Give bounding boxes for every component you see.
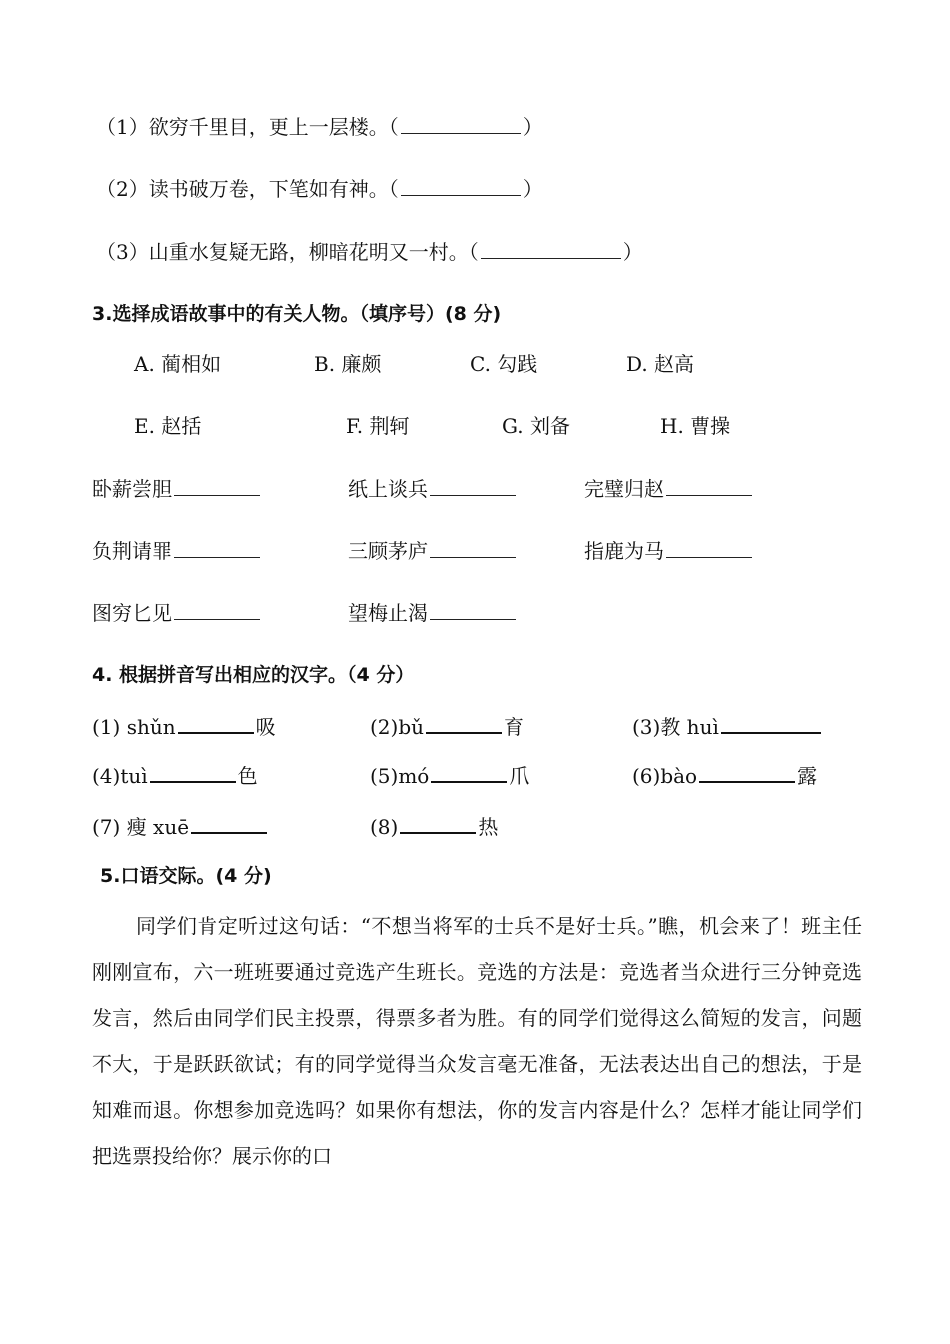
- idiom-item: 卧薪尝胆: [92, 475, 262, 503]
- answer-blank[interactable]: [481, 238, 621, 259]
- answer-blank[interactable]: [431, 761, 507, 783]
- pinyin-item: (6)bào 露: [632, 761, 817, 790]
- q4-title: 4. 根据拼音写出相应的汉字。（4 分）: [92, 664, 415, 686]
- answer-blank[interactable]: [174, 475, 260, 496]
- pinyin-item: (7) 瘦 xuē: [92, 812, 269, 841]
- q3-option: H. 曹操: [660, 414, 731, 438]
- answer-blank[interactable]: [400, 812, 476, 834]
- answer-blank[interactable]: [430, 599, 516, 620]
- answer-blank[interactable]: [174, 599, 260, 620]
- idiom-item: 望梅止渴: [348, 599, 518, 627]
- idiom-item: 三顾茅庐: [348, 537, 518, 565]
- q3-option: G. 刘备: [502, 414, 570, 438]
- q3-option: F. 荆轲: [346, 414, 410, 438]
- q2-item-3: （3）山重水复疑无路，柳暗花明又一村。（ ）: [96, 240, 643, 264]
- idiom-item: 图穷匕见: [92, 599, 262, 627]
- answer-blank[interactable]: [150, 761, 236, 783]
- q5-title: 5.口语交际。(4 分): [100, 865, 272, 887]
- answer-blank[interactable]: [401, 113, 521, 134]
- q3-option: C. 勾践: [470, 352, 538, 376]
- idiom-item: 指鹿为马: [584, 537, 754, 565]
- q2-item-2: （2）读书破万卷，下笔如有神。（ ）: [96, 177, 543, 201]
- pinyin-item: (3)教 huì: [632, 712, 823, 741]
- q3-option: E. 赵括: [134, 414, 202, 438]
- q3-option: B. 廉颇: [314, 352, 382, 376]
- answer-blank[interactable]: [666, 537, 752, 558]
- q3-option: A. 蔺相如: [134, 352, 222, 376]
- paragraph-text: 同学们肯定听过这句话：“不想当将军的士兵不是好士兵。”瞧，机会来了！班主任刚刚宣布，六一班班要通过竞选产生班长。竞选的方法是：竞选者当众进行三分钟竞选发言，然后由同学们民主投票，得票多者为胜。有的同学们觉得这么简短的发言，问题不大，于是跃跃欲试；有的同学觉得当众发言毫无准备，无法表达出自己的想法，于是知难而退。你想参加竞选吗？如果你有想法，你的发言内容是什么？怎样才能让同学们把选票投给你？展示你的口: [92, 914, 862, 1168]
- pinyin-item: (4)tuì 色: [92, 761, 258, 790]
- q3-title: 3.选择成语故事中的有关人物。（填序号）(8 分): [92, 303, 502, 325]
- answer-blank[interactable]: [401, 175, 521, 196]
- q2-item-1: （1）欲穷千里目，更上一层楼。（ ）: [96, 115, 543, 139]
- q5-paragraph: [92, 903, 862, 1179]
- pinyin-item: (8) 热: [370, 812, 498, 841]
- pinyin-item: (1) shǔn 吸: [92, 712, 276, 741]
- pinyin-item: (2)bǔ 育: [370, 712, 524, 741]
- pinyin-item: (5)mó 爪: [370, 761, 529, 790]
- answer-blank[interactable]: [430, 537, 516, 558]
- idiom-item: 完璧归赵: [584, 475, 754, 503]
- answer-blank[interactable]: [666, 475, 752, 496]
- answer-blank[interactable]: [178, 712, 254, 734]
- answer-blank[interactable]: [430, 475, 516, 496]
- idiom-item: 纸上谈兵: [348, 475, 518, 503]
- answer-blank[interactable]: [426, 712, 502, 734]
- answer-blank[interactable]: [174, 537, 260, 558]
- answer-blank[interactable]: [721, 712, 821, 734]
- answer-blank[interactable]: [699, 761, 795, 783]
- answer-blank[interactable]: [191, 812, 267, 834]
- idiom-item: 负荆请罪: [92, 537, 262, 565]
- q3-option: D. 赵高: [626, 352, 695, 376]
